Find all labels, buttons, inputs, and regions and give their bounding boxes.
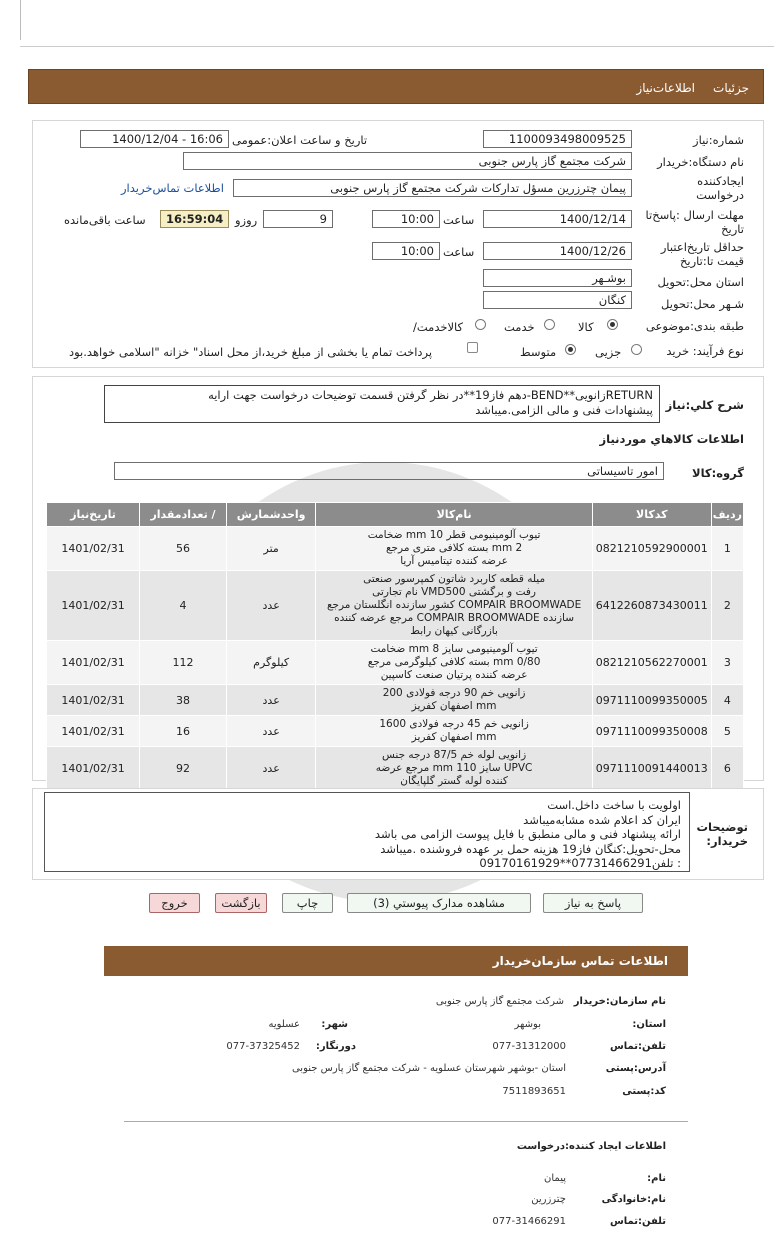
item-qty: 4 — [140, 571, 227, 641]
need-number-field: 1100093498009525 — [483, 130, 632, 148]
validity-time-label: ساعت — [443, 245, 475, 259]
item-name-line: زانویی خم 45 درجه فولادی 1600 — [379, 718, 529, 730]
notes-line: اولویت با ساخت داخل.است — [547, 798, 681, 812]
notes-line: ایران کد اعلام شده مشابه‌میباشد — [523, 812, 681, 827]
item-code: 0821210592900001 — [592, 527, 711, 571]
item-name-line: 2 mm بسته کلافی متری مرجع — [385, 542, 523, 554]
buyer-contact-header — [104, 946, 688, 976]
goods-group-field: امور تاسیساتی — [114, 462, 664, 480]
item-name-line: 0/80 mm بسته کلافی کیلوگرمی مرجع — [367, 656, 541, 668]
item-name-line: کننده لوله گستر گلپایگان — [400, 775, 508, 787]
item-date: 1401/02/31 — [47, 716, 140, 747]
item-name — [316, 685, 592, 716]
contact-postal-value: 7511893651 — [502, 1086, 566, 1097]
deadline-label-2: تاریخ — [721, 222, 744, 236]
item-qty: 92 — [140, 747, 227, 791]
city-field: کنگان — [483, 291, 632, 309]
col-row: ردیف — [711, 503, 743, 527]
need-number-label: شماره:نیاز — [693, 133, 744, 147]
row-number: 3 — [711, 641, 743, 685]
page-top-divider — [20, 46, 774, 47]
goods-table-header — [47, 503, 744, 527]
header-bar — [28, 69, 764, 104]
notes-label-2: :خریدار — [706, 834, 748, 848]
buyer-contact-title: اطلاعات تماس سازمان‌خریدار — [492, 954, 668, 968]
item-name-line: سازنده COMPAIR BROOMWADE مرجع عرضه کننده — [334, 612, 575, 624]
row-number: 6 — [711, 747, 743, 791]
contact-org-label: نام سازمان:خریدار — [573, 996, 666, 1007]
contact-address-label: آدرس:پستی — [605, 1063, 666, 1074]
validity-label-2: قیمت تا:تاریخ — [679, 254, 744, 268]
item-name — [316, 571, 592, 641]
item-name-line: زانویی لوله خم 87/5 درجه جنس — [382, 749, 527, 761]
process-label: نوع فرآیند: خرید — [666, 344, 744, 358]
process-minor-label: جزیی — [595, 345, 622, 359]
item-date: 1401/02/31 — [47, 571, 140, 641]
item-date: 1401/02/31 — [47, 641, 140, 685]
treasury-payment-checkbox[interactable] — [467, 342, 478, 353]
item-code: 0971110099350005 — [592, 685, 711, 716]
tab-need-info[interactable]: اطلاعات‌نیاز — [636, 81, 695, 95]
contact-phone-value: 077-31312000 — [492, 1041, 566, 1052]
item-name-line: عرضه کننده پرتیان صنعت کاسپین — [380, 669, 528, 681]
page-edge-line — [20, 0, 21, 40]
notes-line: ارائه پیشنهاد فنی و مالی منطبق با فایل پیوست الزامی می باشد — [374, 827, 681, 841]
process-minor-radio[interactable] — [631, 344, 642, 355]
item-name-line: رفت و برگشتی VMD500 نام تجارتی — [372, 586, 536, 598]
item-name-line: تیوب آلومینیومی قطر 10 mm ضخامت — [367, 529, 541, 541]
item-code: 0971110099350008 — [592, 716, 711, 747]
row-number: 2 — [711, 571, 743, 641]
item-name-line: میله قطعه کاربرد شاتون کمپرسور صنعتی — [363, 573, 546, 585]
creator-field: پیمان چترزرین مسؤل تدارکات شرکت مجتمع گاز پارس جنوبی — [233, 179, 632, 197]
process-medium-label: متوسط — [520, 345, 557, 359]
announce-date-field: 1400/12/04 - 16:06 — [80, 130, 229, 148]
category-goods-service-radio[interactable] — [475, 319, 486, 330]
category-service-label: خدمت — [504, 320, 535, 334]
contact-fax-value: 077-37325452 — [226, 1041, 300, 1052]
item-name — [316, 527, 592, 571]
remaining-time-clock: 16:59:04 — [160, 210, 229, 228]
description-line-1: RETURNزانویی**BEND-دهم فاز19**در نظر گرفتن قسمت توضیحات درخواست جهت ارایه — [208, 388, 653, 402]
remaining-time-label: ساعت باقی‌مانده — [64, 213, 146, 227]
category-service-radio[interactable] — [544, 319, 555, 330]
item-unit: عدد — [226, 685, 316, 716]
category-goods-service-label: /کالاخدمت — [413, 320, 464, 334]
item-code: 0971110091440013 — [592, 747, 711, 791]
contact-phone-label: تلفن:تماس — [609, 1041, 666, 1052]
description-box — [104, 385, 660, 423]
row-number: 5 — [711, 716, 743, 747]
item-name-line: عرضه کننده تیتامیس آریا — [400, 555, 508, 567]
contact-province-label: :استان — [632, 1019, 666, 1030]
item-unit: متر — [226, 527, 316, 571]
deadline-time-field: 10:00 — [372, 210, 440, 228]
item-unit: کیلوگرم — [226, 641, 316, 685]
item-code: 0821210562270001 — [592, 641, 711, 685]
item-name-line: بازرگانی کیهان رابط — [410, 625, 498, 637]
table-row — [47, 571, 744, 641]
item-name — [316, 716, 592, 747]
item-date: 1401/02/31 — [47, 527, 140, 571]
contact-city-value: عسلویه — [268, 1019, 300, 1030]
buyer-org-label: نام دستگاه:خریدار — [657, 155, 744, 169]
creator-family-label: نام:خانوادگی — [601, 1194, 666, 1205]
contact-province-value: بوشهر — [514, 1019, 541, 1030]
item-name-line: mm اصفهان کفریز — [411, 700, 497, 712]
province-field: بوشـهر — [483, 269, 632, 287]
buyer-contact-link[interactable]: اطلاعات تماس‌خریدار — [121, 181, 224, 195]
row-number: 1 — [711, 527, 743, 571]
col-date: تاریخ‌نیاز — [47, 503, 140, 527]
deadline-label: مهلت ارسال :پاسخ‌تا — [645, 208, 744, 222]
table-row — [47, 641, 744, 685]
item-qty: 112 — [140, 641, 227, 685]
back-button[interactable]: بازگشت — [215, 893, 267, 913]
day-label: روزو — [235, 213, 258, 227]
contact-fax-label: :دورنگار — [315, 1041, 356, 1052]
deadline-time-label: ساعت — [443, 213, 475, 227]
item-qty: 56 — [140, 527, 227, 571]
contact-postal-label: کد:پستی — [622, 1086, 666, 1097]
exit-button[interactable]: خروج — [149, 893, 200, 913]
creator-family-value: چترزرین — [531, 1194, 566, 1205]
item-qty: 16 — [140, 716, 227, 747]
col-name: نام‌کالا — [316, 503, 592, 527]
goods-group-label: گروه:کالا — [692, 466, 744, 480]
table-row — [47, 747, 744, 791]
creator-name-value: پیمان — [544, 1173, 566, 1184]
creator-label-2: درخواست — [696, 188, 744, 202]
table-row — [47, 685, 744, 716]
col-code: کدکالا — [592, 503, 711, 527]
notes-line: : تلفن07731466291**09170161929 — [479, 856, 681, 870]
treasury-payment-note: پرداخت تمام یا بخشی از مبلغ خرید،از محل اسناد" خزانه "اسلامی خواهد.بود — [69, 345, 433, 359]
goods-section-title: اطلاعات كالاهاي موردنياز — [599, 432, 744, 446]
creator-phone-label: تلفن:تماس — [609, 1216, 666, 1227]
deadline-date-field: 1400/12/14 — [483, 210, 632, 228]
province-label: استان محل:تحویل — [657, 275, 744, 289]
remaining-days-field: 9 — [263, 210, 333, 228]
notes-label: توضیحات — [696, 820, 748, 834]
row-number: 4 — [711, 685, 743, 716]
goods-table — [46, 502, 744, 791]
creator-label: ایجادکننده — [697, 174, 744, 188]
item-unit: عدد — [226, 716, 316, 747]
contact-address-value: استان -بوشهر شهرستان عسلویه - شرکت مجتمع گاز پارس جنوبی — [291, 1063, 566, 1074]
item-date: 1401/02/31 — [47, 747, 140, 791]
notes-line: محل-تحویل:کنگان فاز19 هزینه حمل بر عهده فروشنده .میباشد — [380, 841, 681, 856]
creator-name-label: :نام — [647, 1173, 666, 1184]
category-label: طبقه بندی:موضوعی — [645, 319, 744, 333]
col-unit: واحدشمارش — [226, 503, 316, 527]
validity-label: حداقل تاریخ‌اعتبار — [660, 240, 744, 254]
item-unit: عدد — [226, 747, 316, 791]
item-name — [316, 641, 592, 685]
creator-phone-value: 077-31466291 — [492, 1216, 566, 1227]
item-name-line: UPVC سایز 110 mm مرجع عرضه — [375, 762, 533, 774]
validity-time-field: 10:00 — [372, 242, 440, 260]
category-goods-label: کالا — [578, 320, 594, 334]
item-unit: عدد — [226, 571, 316, 641]
category-goods-radio[interactable] — [607, 319, 618, 330]
description-line-2: پیشنهادات فنی و مالی الزامی.میباشد — [475, 403, 653, 417]
table-row — [47, 716, 744, 747]
validity-date-field: 1400/12/26 — [483, 242, 632, 260]
process-medium-radio[interactable] — [565, 344, 576, 355]
announce-label: تاریخ و ساعت اعلان:عمومی — [232, 133, 368, 147]
table-row — [47, 527, 744, 571]
contact-org-value: شرکت مجتمع گاز پارس جنوبی — [435, 996, 564, 1007]
creator-info-title: اطلاعات ایجاد کننده:درخواست — [516, 1141, 666, 1152]
item-name-line: mm اصفهان کفریز — [411, 731, 497, 743]
item-name-line: تیوب آلومینیومی سایز 8 mm ضخامت — [370, 643, 538, 655]
item-name — [316, 747, 592, 791]
item-qty: 38 — [140, 685, 227, 716]
city-label: شـهر محل:تحویل — [661, 297, 744, 311]
contact-city-label: :شهر — [321, 1019, 348, 1030]
view-attachments-button[interactable]: مشاهده مدارک پیوستي (3) — [347, 893, 531, 913]
print-button[interactable]: چاپ — [282, 893, 333, 913]
item-name-line: زانویی خم 90 درجه فولادی 200 — [382, 687, 526, 699]
reply-button[interactable]: پاسخ به نیاز — [543, 893, 643, 913]
item-date: 1401/02/31 — [47, 685, 140, 716]
col-qty: / تعدادمقدار — [140, 503, 227, 527]
item-name-line: COMPAIR BROOMWADE کشور سازنده انگلستان مرجع — [326, 599, 582, 611]
contact-divider — [124, 1121, 688, 1122]
item-code: 6412260873430011 — [592, 571, 711, 641]
description-label: شرح كلي:نياز — [665, 398, 744, 412]
tab-details[interactable]: جزئیات — [713, 81, 749, 95]
buyer-org-field: شرکت مجتمع گاز پارس جنوبی — [183, 152, 632, 170]
buyer-notes-box — [44, 792, 690, 872]
